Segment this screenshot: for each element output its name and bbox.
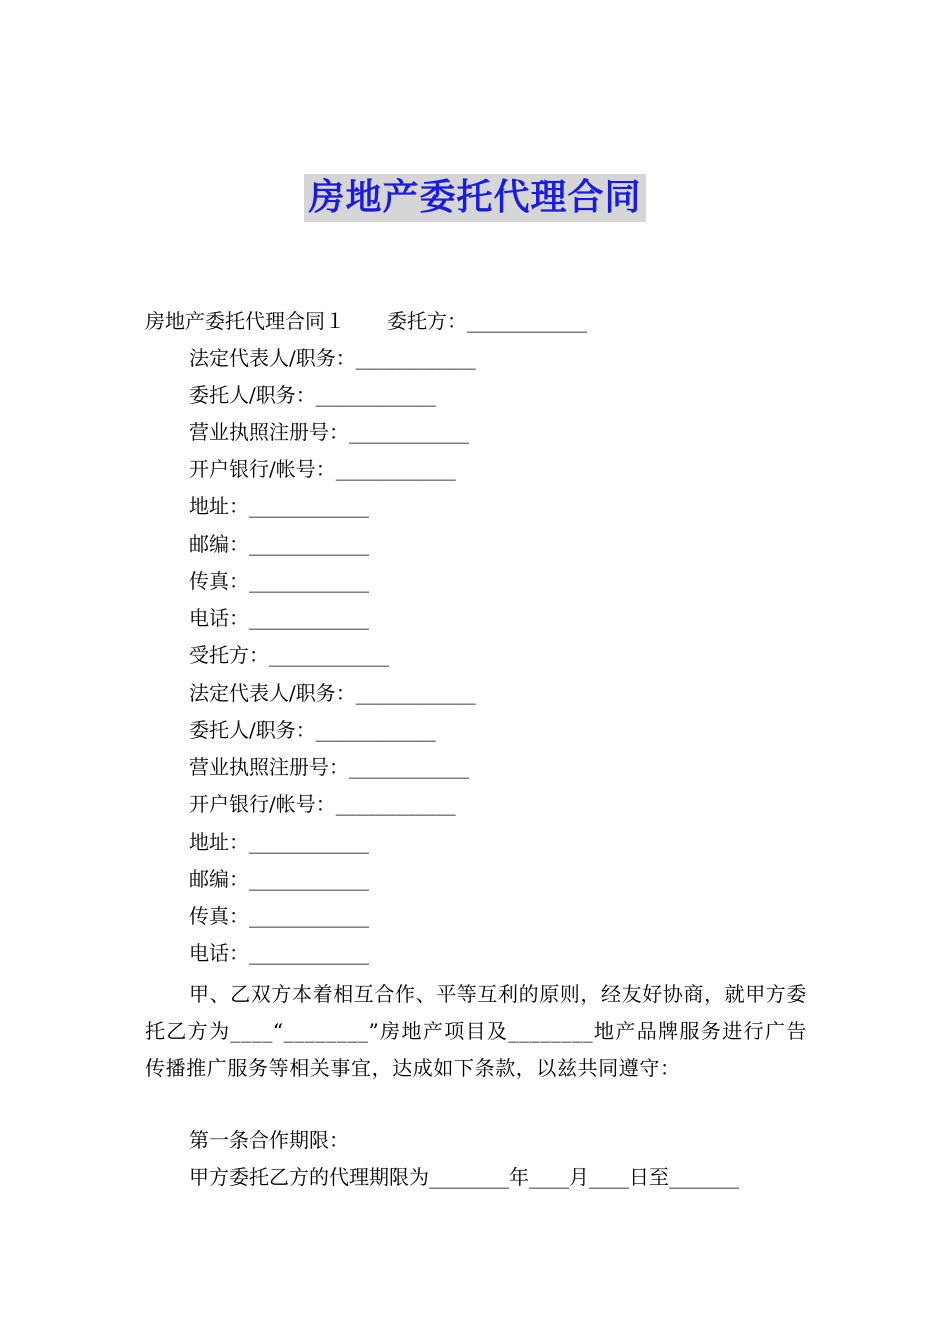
client-legal-rep: 法定代表人/职务：____________	[189, 346, 476, 370]
client-postcode: 邮编：____________	[189, 532, 369, 556]
client-label: 委托方：____________	[387, 309, 587, 333]
client-agent: 委托人/职务：____________	[189, 383, 436, 407]
agent-postcode: 邮编：____________	[189, 867, 369, 891]
client-address: 地址：____________	[189, 494, 369, 518]
article-1-text: 甲方委托乙方的代理期限为________年____月____日至_______	[189, 1165, 739, 1189]
client-phone: 电话：____________	[189, 606, 369, 630]
client-license-no: 营业执照注册号：____________	[189, 420, 469, 444]
agent-fax: 传真：____________	[189, 904, 369, 928]
agent-phone: 电话：____________	[189, 941, 369, 965]
first-line	[145, 307, 587, 335]
client-bank-account: 开户银行/帐号：____________	[189, 457, 456, 481]
article-1-heading: 第一条合作期限：	[189, 1128, 349, 1152]
agent-license-no: 营业执照注册号：____________	[189, 755, 469, 779]
title-container	[0, 174, 950, 222]
client-fax: 传真：____________	[189, 569, 369, 593]
contract-heading: 房地产委托代理合同１	[145, 309, 345, 333]
agent-legal-rep: 法定代表人/职务：____________	[189, 681, 476, 705]
agent-heading: 受托方：____________	[189, 643, 389, 667]
agent-address: 地址：____________	[189, 830, 369, 854]
agent-agent: 委托人/职务：____________	[189, 718, 436, 742]
document-title: 房地产委托代理合同	[304, 174, 645, 222]
intro-paragraph: 甲、乙双方本着相互合作、平等互利的原则，经友好协商，就甲方委托乙方为____“________”房地产项目及________地产品牌服务进行广告传播推广服务等相关事宜，达成如下条款，以兹共同遵守：	[145, 982, 807, 1080]
agent-bank-account: 开户银行/帐号：____________	[189, 792, 456, 816]
